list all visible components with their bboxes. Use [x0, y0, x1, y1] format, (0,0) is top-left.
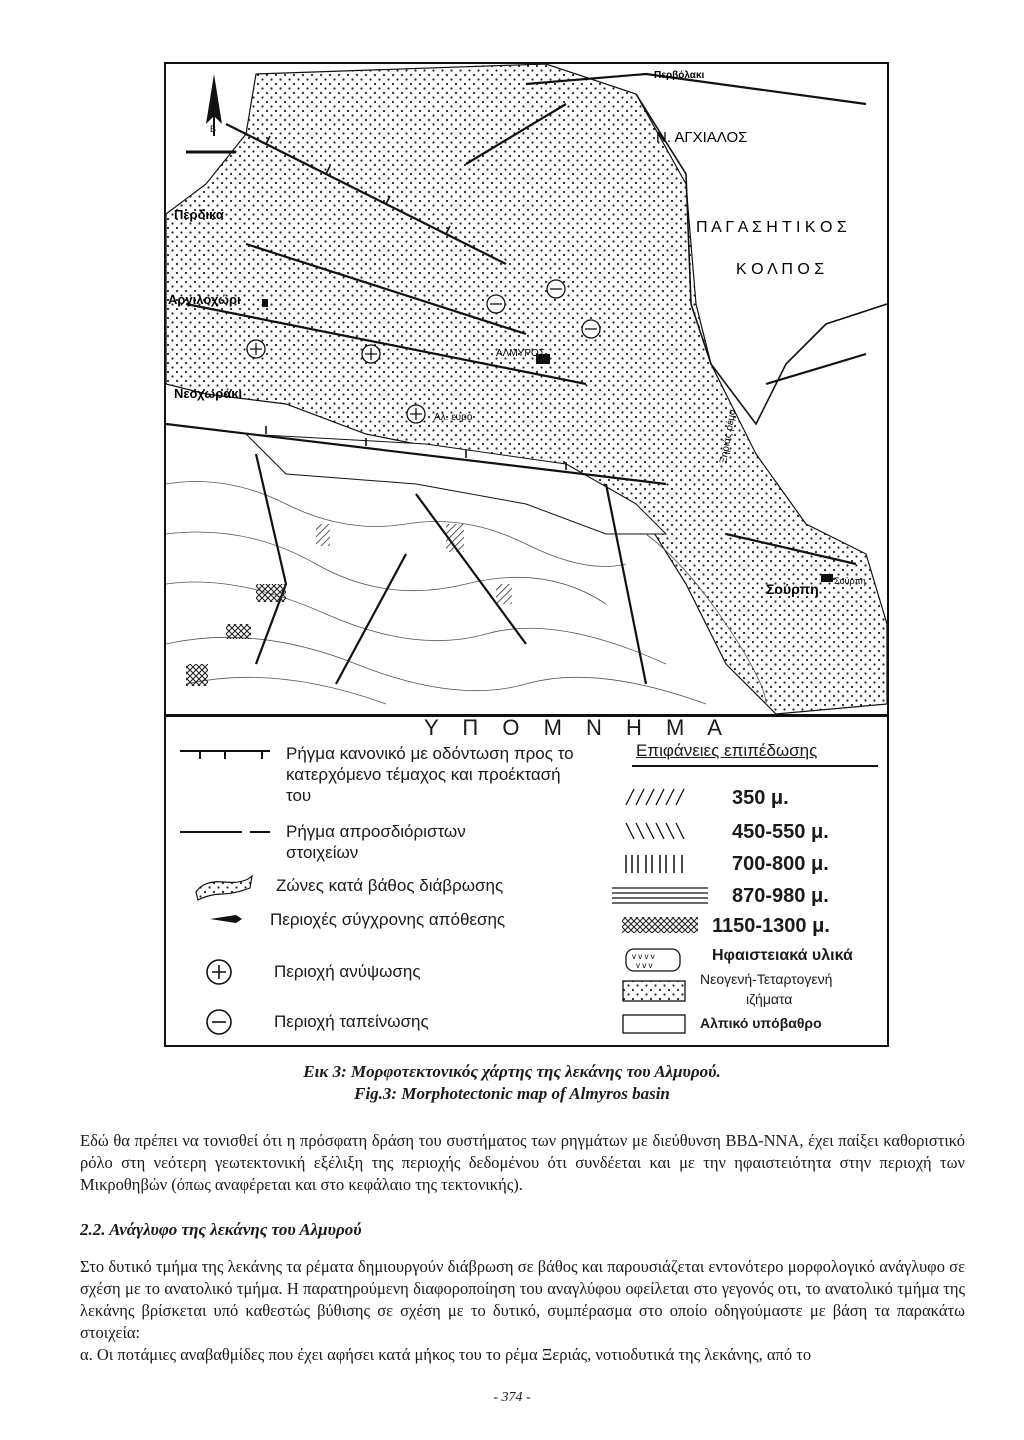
- surface-870-symbol-icon: [612, 885, 712, 905]
- label-river: Ξηριάς ρέμα: [718, 408, 739, 465]
- paragraph-2: Στο δυτικό τμήμα της λεκάνης τα ρέματα δημιουργούν διάβρωση σε βάθος και παρουσιάζεται εντονότερο μορφολογικό ανάγλυφο σε σχέση με το ανατολικό τμήμα. Η παρατηρούμενη διαφοροποίηση του αναγλύφου οφείλεται στο γεγονός οτι, το ανατολικό τμήμα της λεκάνης βρίσκεται υπό καθεστώς βύθισης σε σχέση με το δυτικό, συμπέρασμα στο οποίο οδηγούμαστε με βάση τα παρακάτω στοιχεία:: [80, 1257, 965, 1342]
- figure-frame: [164, 62, 889, 1047]
- uplift-legend-icon: [204, 957, 234, 987]
- legend-neogene-line1: Νεογενή-Τεταρτογενή: [700, 971, 833, 987]
- legend-undefined-fault: Ρήγμα απροσδιόριστων στοιχείων: [286, 822, 466, 862]
- legend-alpine: Αλπικό υπόβαθρο: [700, 1015, 822, 1031]
- surface-1150-1300: 1150-1300 μ.: [712, 915, 830, 937]
- deposition-symbol-icon: [206, 913, 246, 925]
- label-gulf-line2: Κ Ο Λ Π Ο Σ: [736, 261, 825, 278]
- legend-deposition: Περιοχές σύγχρονης απόθεσης: [270, 910, 506, 929]
- label-sourpi: Σούρπη: [766, 581, 819, 597]
- neogene-symbol-icon: [622, 979, 688, 1005]
- volcanic-symbol-icon: [624, 947, 684, 973]
- legend-volcanic: Ηφαιστειακά υλικά: [712, 947, 853, 964]
- surface-1150-symbol-icon: [622, 915, 702, 935]
- label-gulf-line1: Π Α Γ Α Σ Η Τ Ι Κ Ο Σ: [696, 219, 847, 236]
- surface-700-800: 700-800 μ.: [732, 853, 829, 875]
- undefined-fault-symbol-icon: [180, 827, 270, 837]
- legend-subsidence: Περιοχή ταπείνωσης: [274, 1012, 429, 1031]
- map-legend: [166, 714, 887, 1047]
- surface-450-symbol-icon: [622, 821, 702, 841]
- morphotectonic-map: [166, 64, 887, 714]
- north-label: Β: [210, 124, 217, 134]
- label-perivolaki: Περβόλακι: [654, 70, 705, 81]
- section-heading: 2.2. Ανάγλυφο της λεκάνης του Αλμυρού: [80, 1220, 362, 1239]
- label-sourpi-small: Σούρπη: [834, 576, 866, 586]
- surface-700-symbol-icon: [622, 853, 702, 875]
- label-anchialos: Ν. ΑΓΧΙΑΛΟΣ: [656, 129, 748, 146]
- normal-fault-symbol-icon: [180, 745, 270, 761]
- label-neochoraki: Νεοχωράκι: [174, 386, 243, 401]
- label-argilochori: Αργιλοχώρι: [168, 292, 241, 307]
- legend-title: Υ Π Ο Μ Ν Η Μ Α: [424, 715, 731, 740]
- paragraph-1: Εδώ θα πρέπει να τονισθεί ότι η πρόσφατη δράση του συστήματος των ρηγμάτων με διεύθυνση ΒΒΔ-ΝΝΑ, έχει παίξει καθοριστικό ρόλο στη νεότερη γεωτεκτονική εξέλιξη της περιοχής δεδομένου ότι συνδέεται και με την ηφαιστειότητα στην περιοχή των Μικροθηβών (όπως αναφέρεται και στο κεφάλαιο της τεκτονικής).: [80, 1131, 965, 1194]
- legend-normal-fault: Ρήγμα κανονικό με οδόντωση προς το κατερχόμενο τέμαχος και προέκτασή του: [286, 744, 574, 805]
- label-almyros-small: Αλ. ευρο: [434, 412, 473, 423]
- legend-neogene-line2: ιζήματα: [746, 991, 793, 1007]
- alpine-basement-symbol-icon: [622, 1013, 688, 1037]
- erosion-zone-symbol-icon: [194, 872, 254, 902]
- page-number: - 374 -: [493, 1390, 531, 1405]
- svg-text:v v v: v v v: [636, 961, 653, 970]
- figure-caption-english: Fig.3: Morphotectonic map of Almyros basin: [354, 1084, 670, 1103]
- surface-350: 350 μ.: [732, 787, 789, 809]
- surface-350-symbol-icon: [622, 787, 702, 807]
- label-almyros: ΑΛΜΥΡΟΣ: [496, 348, 545, 359]
- legend-erosion-zones: Ζώνες κατά βάθος διάβρωσης: [276, 876, 504, 895]
- surface-870-980: 870-980 μ.: [732, 885, 829, 907]
- label-perdika: Περδικα: [174, 207, 224, 222]
- figure-caption-greek: Εικ 3: Μορφοτεκτονικός χάρτης της λεκάνης του Αλμυρού.: [303, 1062, 721, 1081]
- subsidence-legend-icon: [204, 1007, 234, 1037]
- legend-uplift: Περιοχή ανύψωσης: [274, 962, 421, 981]
- surface-450-550: 450-550 μ.: [732, 821, 829, 843]
- surfaces-title: Επιφάνειες επιπέδωσης: [636, 741, 818, 760]
- svg-text:v v v v: v v v v: [632, 952, 655, 961]
- paragraph-3: α. Οι ποτάμιες αναβαθμίδες που έχει αφήσει κατά μήκος του το ρέμα Ξεριάς, νοτιοδυτικά της λεκάνης, από το: [80, 1345, 812, 1364]
